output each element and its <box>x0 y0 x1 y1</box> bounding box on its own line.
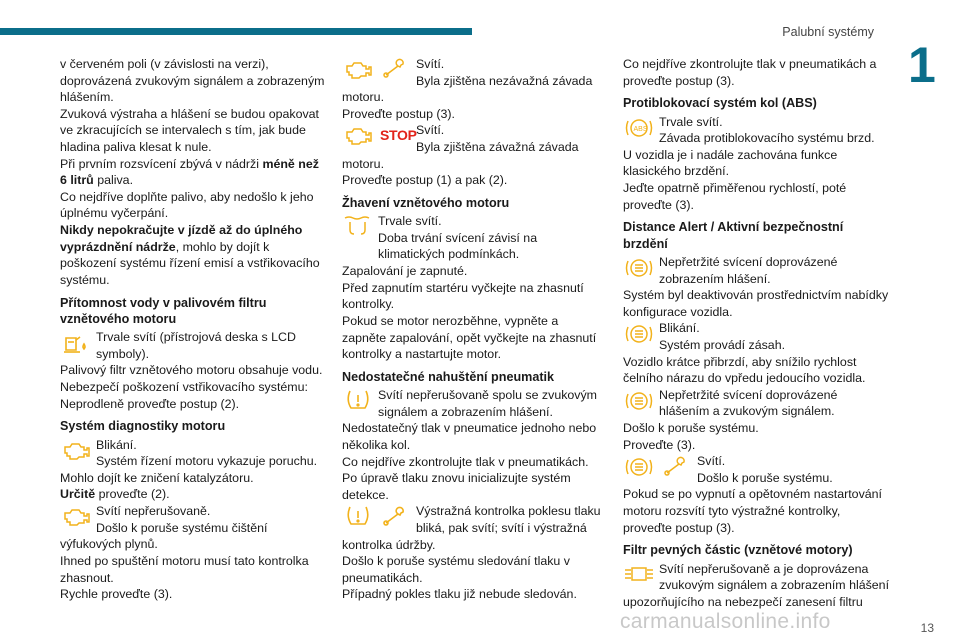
engine-icon <box>60 504 92 528</box>
section-heading-distance-alert: Distance Alert / Aktivní bezpečnostní brzdění <box>623 220 844 251</box>
paragraph: Došlo k poruše systému. Proveďte (3). <box>623 421 759 452</box>
abs-icon <box>623 115 655 139</box>
paragraph: Zapalování je zapnuté. Před zapnutím startéru vyčkejte na zhasnutí kontrolky. Pokud se motor nerozběhne, vypněte a zapněte zapalování, opět vyčkejte na zhasnutí kontrolky a nastartujte motor. <box>342 264 597 362</box>
distance-alert-wrench-icons <box>623 454 691 478</box>
column-2 <box>342 56 604 603</box>
section-heading-tyres: Nedostatečné nahuštění pneumatik <box>342 369 555 384</box>
paragraph: Systém byl deaktivován prostřednictvím nabídky konfigurace vozidla. <box>623 288 889 319</box>
tyre-wrench-icons <box>342 504 410 528</box>
column-1 <box>60 56 328 603</box>
tyre-pressure-icon <box>342 388 374 412</box>
paragraph: Mohlo dojít ke zničení katalyzátoru. Určitě proveďte (2). <box>60 470 254 502</box>
paragraph: Pokud se po vypnutí a opětovném nastartování motoru rozsvítí tyto výstražné kontrolky, proveďte postup (3). <box>623 487 882 535</box>
paragraph: výfukových plynů. Ihned po spuštění motoru musí tato kontrolka zhasnout. Rychle proveďte (3). <box>60 537 309 602</box>
paragraph: U vozidla je i nadále zachována funkce klasického brzdění. Jeďte opatrně přiměřenou rychlostí, poté proveďte (3). <box>623 147 847 212</box>
paragraph: motoru. Proveďte postup (3). <box>342 90 455 121</box>
glow-plug-icon <box>342 214 374 238</box>
paragraph: kontrolka údržby. Došlo k poruše systému sledování tlaku v pneumatikách. Případný pokles tlaku již nebude sledován. <box>342 537 577 602</box>
watermark: carmanualsonline.info <box>620 610 831 633</box>
page-header-title: Palubní systémy <box>782 25 874 39</box>
warning-row: STOP Svítí. Byla zjištěna závažná závada <box>342 122 604 155</box>
warning-row: Blikání. Systém provádí zásah. <box>623 320 891 353</box>
engine-icon <box>60 438 92 462</box>
header-accent-bar <box>0 28 472 35</box>
water-in-diesel-icon <box>60 330 92 354</box>
warning-row: Svítí. Byla zjištěna nezávažná závada <box>342 56 604 89</box>
warning-row: Svítí nepřerušovaně spolu se zvukovým signálem a zobrazením hlášení. <box>342 387 604 420</box>
warning-row: ABS Trvale svítí. Závada protiblokovacího systému brzd. <box>623 114 891 147</box>
section-heading-dpf: Filtr pevných částic (vznětové motory) <box>623 543 853 558</box>
paragraph: Palivový filtr vznětového motoru obsahuje vodu. Nebezpečí poškození vstřikovacího systému: Neprodleně proveďte postup (2). <box>60 363 323 411</box>
section-heading-water: Přítomnost vody v palivovém filtru vznětového motoru <box>60 295 267 326</box>
warning-row: Blikání. Systém řízení motoru vykazuje poruchu. <box>60 437 328 470</box>
section-heading-diagnostics: Systém diagnostiky motoru <box>60 419 226 434</box>
engine-wrench-icons <box>342 57 410 81</box>
dpf-icon <box>623 562 655 586</box>
warning-row: Nepřetržité svícení doprovázené hlášením a zvukovým signálem. <box>623 387 891 420</box>
warning-row: Trvale svítí (přístrojová deska s LCD symboly). <box>60 329 328 362</box>
chapter-number: 1 <box>908 37 936 93</box>
paragraph: v červeném poli (v závislosti na verzi), doprovázená zvukovým signálem a zobrazeným hlášením. Zvuková výstraha a hlášení se budou opakovat ve zkracujících se intervalech s tím, jak bude hladina paliva klesat k nule. Při prvním rozsvícení zbývá v nádrži méně než 6 litrů paliva. Co nejdříve doplňte palivo, aby nedošlo k jeho úplnému vyčerpání. Nikdy nepokračujte v jízdě až do úplného vyprázdnění nádrže, mohlo by dojít k poškození systému řízení emisí a vstřikovacího systému. <box>60 57 325 287</box>
section-heading-glow: Žhavení vznětového motoru <box>342 195 510 210</box>
distance-alert-icon <box>623 321 655 345</box>
distance-alert-icon <box>623 255 655 279</box>
page-number: 13 <box>920 621 934 635</box>
paragraph: upozorňujícího na nebezpečí zanesení filtru <box>623 594 863 609</box>
warning-row: Trvale svítí. Doba trvání svícení závisí na klimatických podmínkách. <box>342 213 604 263</box>
warning-row: Výstražná kontrolka poklesu tlaku bliká, pak svítí; svítí i výstražná <box>342 503 604 536</box>
section-heading-abs: Protiblokovací systém kol (ABS) <box>623 96 817 111</box>
paragraph: Vozidlo krátce přibrzdí, aby snížilo rychlost čelního nárazu do vpředu jedoucího vozidla. <box>623 354 866 386</box>
svg-text:ABS: ABS <box>633 125 648 133</box>
paragraph: Nedostatečný tlak v pneumatice jednoho nebo několika kol. Co nejdříve zkontrolujte tlak v pneumatikách. Po úpravě tlaku znovu inicializujte systém detekce. <box>342 421 597 502</box>
stop-icon: STOP <box>380 127 417 144</box>
warning-row: Svítí. Došlo k poruše systému. <box>623 453 891 486</box>
distance-alert-icon <box>623 388 655 412</box>
warning-row: Nepřetržité svícení doprovázené zobrazením hlášení. <box>623 254 891 287</box>
paragraph: Co nejdříve zkontrolujte tlak v pneumatikách a proveďte postup (3). <box>623 57 877 88</box>
column-3 <box>623 56 891 611</box>
warning-row: Svítí nepřerušovaně a je doprovázena zvukovým signálem a zobrazením hlášení <box>623 561 891 594</box>
warning-row: Svítí nepřerušovaně. Došlo k poruše systému čištění <box>60 503 328 536</box>
paragraph: motoru. Proveďte postup (1) a pak (2). <box>342 156 508 188</box>
